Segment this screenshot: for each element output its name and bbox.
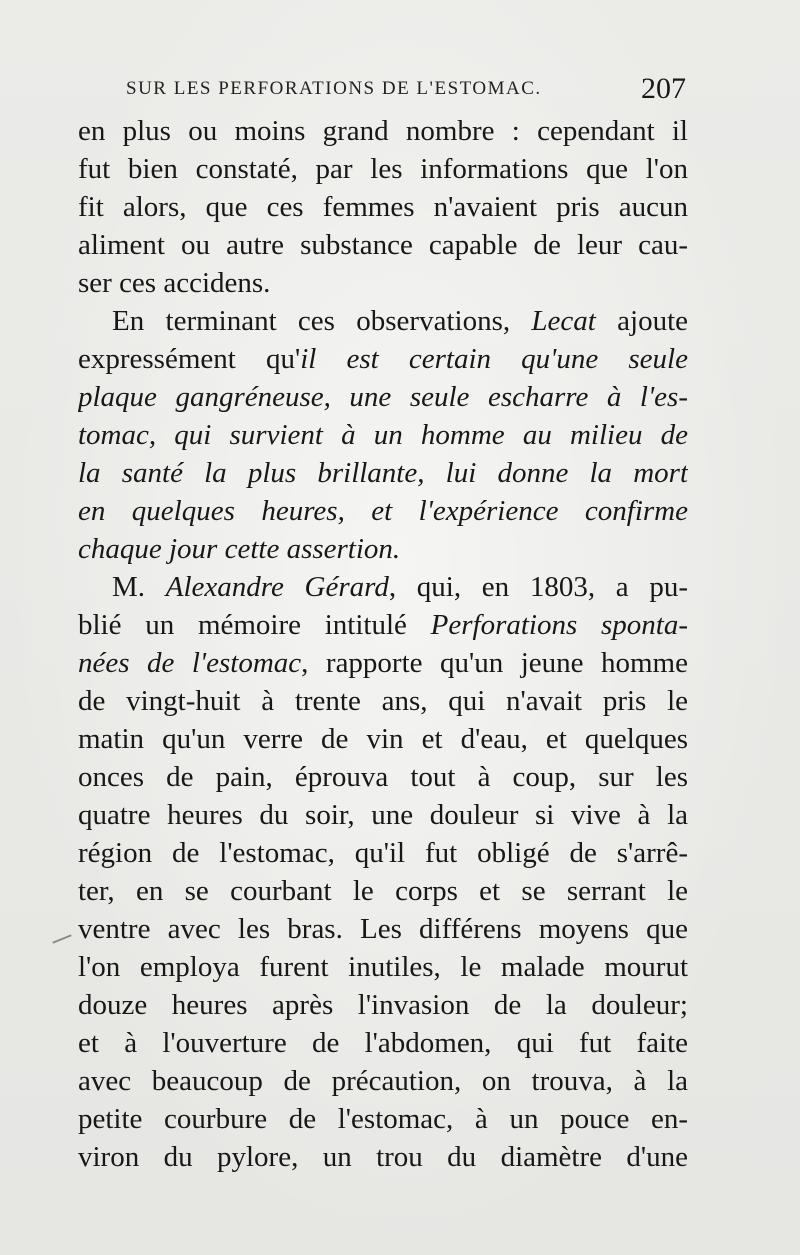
- text-line: avec beaucoup de précaution, on trouva, à la: [78, 1065, 688, 1097]
- text-line: et à l'ouverture de l'abdomen, qui fut faite: [78, 1027, 688, 1059]
- work-title: Perforations sponta-: [430, 609, 688, 641]
- text-line: quatre heures du soir, une douleur si vive à la: [78, 799, 688, 831]
- text-line: douze heures après l'invasion de la douleur;: [78, 989, 688, 1021]
- text-line: fut bien constaté, par les informations que l'on: [78, 153, 688, 185]
- text-line: En terminant ces observations, Lecat ajoute: [112, 305, 688, 337]
- body-text: [78, 112, 688, 1176]
- text-line: M. Alexandre Gérard, qui, en 1803, a pu-: [112, 571, 688, 603]
- text-line: ventre avec les bras. Les différens moyens que: [78, 913, 688, 945]
- text-line: nées de l'estomac, rapporte qu'un jeune homme: [78, 647, 688, 679]
- page-number: 207: [641, 72, 686, 105]
- text-line: viron du pylore, un trou du diamètre d'une: [78, 1141, 688, 1173]
- text-line: en plus ou moins grand nombre : cependant il: [78, 115, 688, 147]
- text-line: tomac, qui survient à un homme au milieu de: [78, 419, 688, 451]
- text-line: petite courbure de l'estomac, à un pouce en-: [78, 1103, 688, 1135]
- text-line: blié un mémoire intitulé Perforations sponta-: [78, 609, 688, 641]
- text-line: ter, en se courbant le corps et se serrant le: [78, 875, 688, 907]
- text-line: chaque jour cette assertion.: [78, 533, 401, 565]
- author-name-gerard: Alexandre Gérard: [165, 571, 389, 603]
- text-line: plaque gangréneuse, une seule escharre à l'es-: [78, 381, 688, 413]
- text-line: région de l'estomac, qu'il fut obligé de s'arrê-: [78, 837, 688, 869]
- text-line: de vingt-huit à trente ans, qui n'avait pris le: [78, 685, 688, 717]
- pencil-margin-mark: [52, 934, 71, 943]
- text-line: ser ces accidens.: [78, 267, 271, 299]
- text-line: la santé la plus brillante, lui donne la mort: [78, 457, 688, 489]
- text-line: l'on employa furent inutiles, le malade mourut: [78, 951, 688, 983]
- author-name-lecat: Lecat: [531, 305, 596, 337]
- text-line: en quelques heures, et l'expérience confirme: [78, 495, 688, 527]
- text-line: aliment ou autre substance capable de leur cau-: [78, 229, 688, 261]
- text-line: expressément qu'il est certain qu'une seule: [78, 343, 688, 375]
- text-line: onces de pain, éprouva tout à coup, sur les: [78, 761, 688, 793]
- running-title: SUR LES PERFORATIONS DE L'ESTOMAC.: [126, 78, 542, 99]
- running-head: [126, 72, 686, 106]
- text-line: fit alors, que ces femmes n'avaient pris aucun: [78, 191, 688, 223]
- text-line: matin qu'un verre de vin et d'eau, et quelques: [78, 723, 688, 755]
